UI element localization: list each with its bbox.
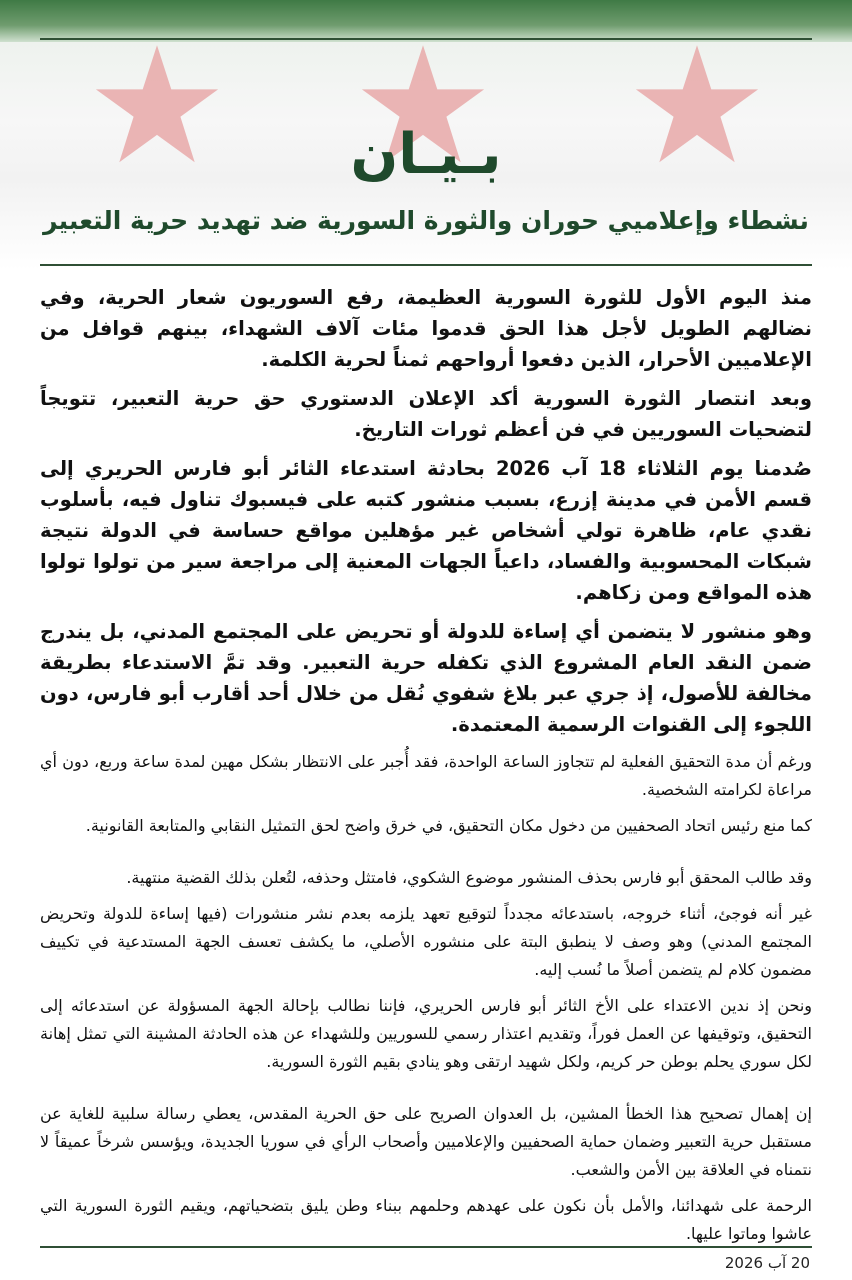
paragraph: منذ اليوم الأول للثورة السورية العظيمة، رفع السوريون شعار الحرية، وفي نضالهم الطويل لأجل هذا الحق قدموا مئات آلاف الشهداء، بينهم قوافل من الإعلاميين الأحرار، الذين دفعوا أرواحهم ثمناً لحرية الكلمة. (40, 286, 812, 371)
paragraph: كما منع رئيس اتحاد الصحفيين من دخول مكان التحقيق، في خرق واضح لحق التمثيل النقابي والمتابعة القانونية. (85, 816, 812, 835)
paragraph: غير أنه فوجئ، أثناء خروجه، باستدعائه مجدداً لتوقيع تعهد يلزمه بعدم نشر منشورات (فيها إساءة للدولة وتحريض المجتمع المدني) وهو وصف لا ينطبق البتة على منشوره الأصلي، ما يكشف تعسف الجهة المستدعية في تكييف مضمون كلام لم يتضمن أصلاً ما نُسب إليه. (40, 904, 812, 979)
statement-date: 20 آب 2026 (724, 1254, 810, 1272)
paragraph: الرحمة على شهدائنا، والأمل بأن نكون على عهدهم وحلمهم ببناء وطن يليق بتضحياتهم، ويقيم الثورة السورية التي عاشوا وماتوا عليها. (40, 1196, 812, 1243)
paragraph: وبعد انتصار الثورة السورية أكد الإعلان الدستوري حق حرية التعبير، تتويجاً لتضحيات السوريين في فن أعظم ثورات التاريخ. (40, 387, 812, 441)
footer-divider (40, 1246, 812, 1248)
paragraph: وقد طالب المحقق أبو فارس بحذف المنشور موضوع الشكوي، فامتثل وحذفه، لتُعلن بذلك القضية منتهية. (126, 868, 812, 887)
header-divider (40, 264, 812, 266)
paragraph: وهو منشور لا يتضمن أي إساءة للدولة أو تحريض على المجتمع المدني، بل يندرج ضمن النقد العام المشروع الذي تكفله حرية التعبير. وقد تمَّ الاستدعاء بطريقة مخالفة للأصول، إذ جري عبر بلاغ شفوي نُقل من خلال أحد أقارب أبو فارس، دون اللجوء إلى القنوات الرسمية المعتمدة. (40, 620, 812, 736)
paragraph: إن إهمال تصحيح هذا الخطأ المشين، بل العدوان الصريح على حق الحرية المقدس، يعطي رسالة سلبية للغاية عن مستقبل حرية التعبير وضمان حماية الصحفيين والإعلاميين وأصحاب الرأي في سوريا الجديدة، ويؤسس شرخاً عميقاً لا نتمناه في العلاقة بين الأمن والشعب. (40, 1104, 812, 1179)
statement-title: بـيـان (350, 122, 502, 187)
statement-body (40, 282, 812, 1256)
paragraph: ونحن إذ ندين الاعتداء على الأخ الثائر أبو فارس الحريري، فإننا نطالب بإحالة الجهة المسؤولة عن استدعائه إلى التحقيق، وتوقيفها عن العمل فوراً، وتقديم اعتذار رسمي للسوريين وللشهداء عن هذه الحادثة المشينة التي تمثل إهانة لكل سوري يحلم بوطن حر كريم، ولكل شهيد ارتقى وهو ينادي بقيم الثورة السورية. (40, 996, 812, 1071)
statement-subtitle: نشطاء وإعلاميي حوران والثورة السورية ضد تهديد حرية التعبير (43, 206, 809, 235)
paragraph: ورغم أن مدة التحقيق الفعلية لم تتجاوز الساعة الواحدة، فقد أُجبر على الانتظار بشكل مهين لمدة ساعة وربع، دون أي مراعاة لكرامته الشخصية. (40, 752, 812, 799)
top-divider (40, 38, 812, 40)
paragraph: صُدمنا يوم الثلاثاء 18 آب 2026 بحادثة استدعاء الثائر أبو فارس الحريري إلى قسم الأمن في مدينة إزرع، بسبب منشور كتبه على فيسبوك تناول فيه، بأسلوب نقدي عام، ظاهرة تولي أشخاص غير مؤهلين مواقع حساسة في الدولة نتيجة شبكات المحسوبية والفساد، داعياً الجهات المعنية إلى مراجعة سير من تولوا تولوا هذه المواقع ومن زكاهم. (40, 457, 813, 604)
flag-green-stripe (0, 0, 852, 42)
